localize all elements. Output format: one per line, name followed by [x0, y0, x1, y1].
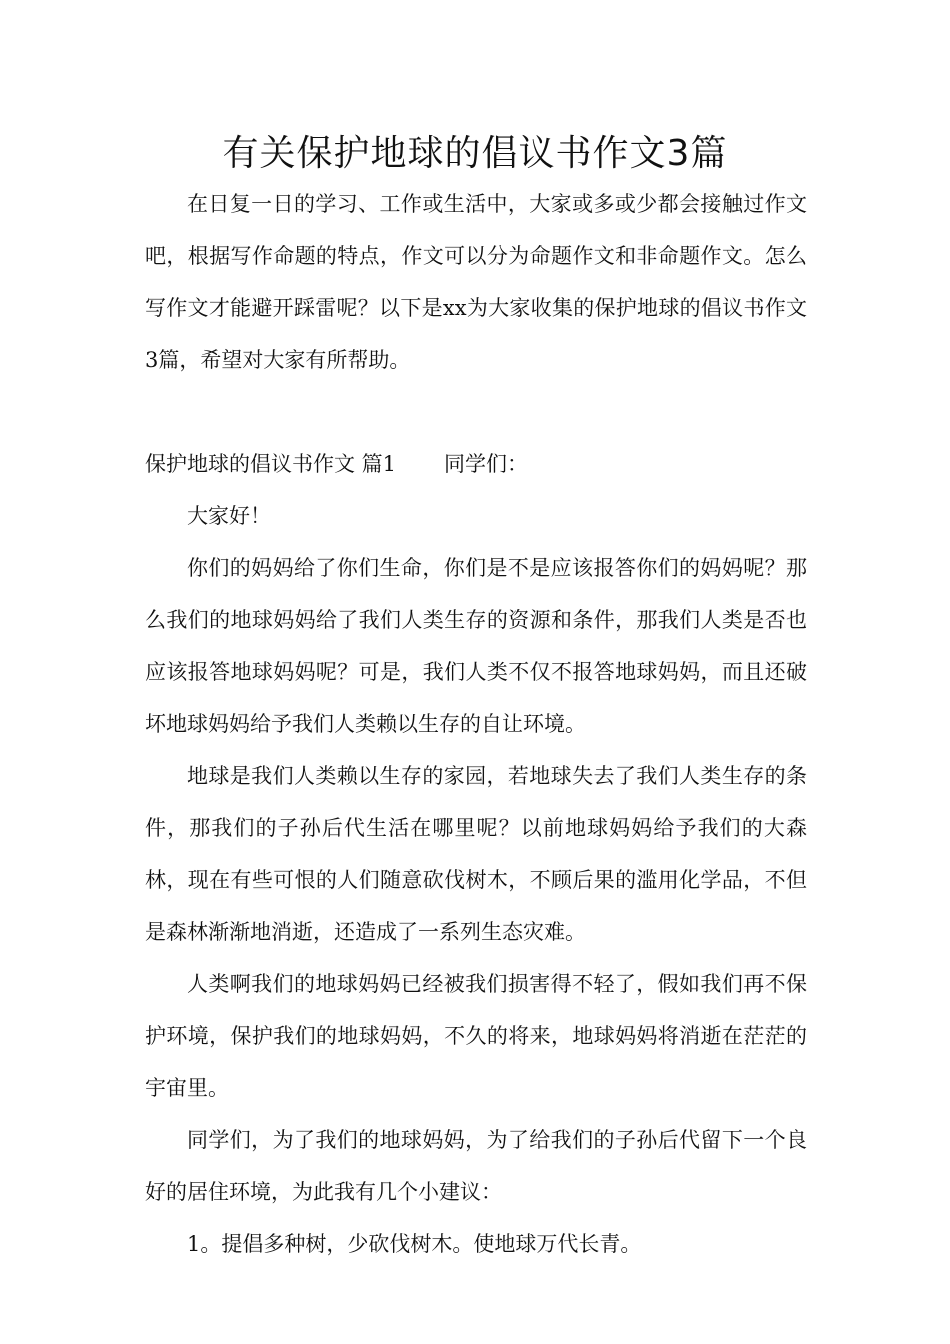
document-title: 有关保护地球的倡议书作文3篇: [222, 133, 728, 174]
intro-paragraph: 在日复一日的学习、工作或生活中，大家或多或少都会接触过作文吧，根据写作命题的特点，作文可以分为命题作文和非命题作文。怎么写作文才能避开踩雷呢？以下是xx为大家收集的保护地球的倡议书作文3篇，希望对大家有所帮助。: [145, 192, 807, 372]
document-body: [145, 178, 807, 1270]
body-paragraph: 你们的妈妈给了你们生命，你们是不是应该报答你们的妈妈呢？那么我们的地球妈妈给了我们人类生存的资源和条件，那我们人类是否也应该报答地球妈妈呢？可是，我们人类不仅不报答地球妈妈，而且还破坏地球妈妈给予我们人类赖以生存的自让环境。: [145, 556, 807, 736]
section-heading: 保护地球的倡议书作文 篇1: [145, 452, 397, 476]
body-paragraph: 人类啊我们的地球妈妈已经被我们损害得不轻了，假如我们再不保护环境，保护我们的地球妈妈，不久的将来，地球妈妈将消逝在茫茫的宇宙里。: [145, 972, 807, 1100]
suggestion-item: 1。提倡多种树，少砍伐树木。使地球万代长青。: [187, 1232, 642, 1256]
body-paragraph: 地球是我们人类赖以生存的家园，若地球失去了我们人类生存的条件，那我们的子孙后代生活在哪里呢？以前地球妈妈给予我们的大森林，现在有些可恨的人们随意砍伐树木，不顾后果的滥用化学品，不但是森林渐渐地消逝，还造成了一系列生态灾难。: [145, 764, 807, 944]
section-heading-line: [145, 438, 807, 490]
greeting: 大家好！: [187, 504, 271, 528]
body-paragraph: 同学们，为了我们的地球妈妈，为了给我们的子孙后代留下一个良好的居住环境，为此我有几个小建议：: [145, 1128, 807, 1204]
salutation: 同学们：: [444, 452, 529, 476]
blank-line: [145, 386, 807, 438]
